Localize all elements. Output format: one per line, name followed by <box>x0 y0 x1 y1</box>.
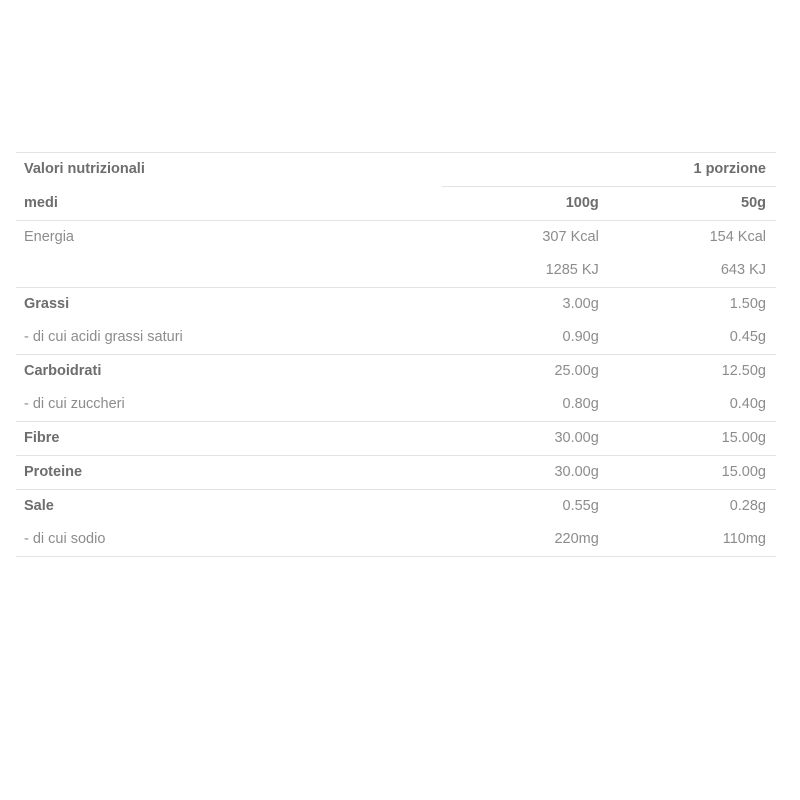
nutrition-table-container <box>16 152 776 557</box>
row-value-100g: 0.55g <box>562 498 599 514</box>
row-value-50g: 0.28g <box>729 498 766 514</box>
table-row <box>16 355 776 389</box>
row-value-100g: 0.90g <box>562 329 599 345</box>
table-row <box>16 321 776 355</box>
row-value-50g: 0.40g <box>729 396 766 412</box>
table-row <box>16 523 776 556</box>
table-row <box>16 288 776 322</box>
table-row <box>16 388 776 422</box>
row-value-50g: 110mg <box>722 531 766 547</box>
row-label: Sale <box>24 498 54 514</box>
row-value-50g: 1.50g <box>729 296 766 312</box>
row-value-50g: 154 Kcal <box>709 229 766 245</box>
row-label: - di cui zuccheri <box>24 396 125 412</box>
header-spacer <box>442 162 609 178</box>
table-body <box>16 153 776 556</box>
table-row <box>16 221 776 255</box>
row-label: Fibre <box>24 430 60 446</box>
column-header-100g: 100g <box>565 195 599 211</box>
row-value-50g: 15.00g <box>721 430 766 446</box>
table-row <box>16 422 776 456</box>
row-label: Grassi <box>24 296 70 312</box>
row-value-100g: 220mg <box>554 531 599 547</box>
row-value-50g: 0.45g <box>729 329 766 345</box>
row-value-100g: 25.00g <box>554 363 599 379</box>
row-value-100g: 3.00g <box>562 296 599 312</box>
row-value-100g: 0.80g <box>562 396 599 412</box>
row-label <box>16 263 442 279</box>
row-label: - di cui acidi grassi saturi <box>24 329 183 345</box>
table-title-line-1: Valori nutrizionali <box>24 161 145 177</box>
row-label: Proteine <box>24 464 83 480</box>
nutrition-facts-table <box>16 153 776 556</box>
row-label: Carboidrati <box>24 363 102 379</box>
row-value-100g: 1285 KJ <box>545 262 599 278</box>
table-header-row-2 <box>16 187 776 221</box>
row-value-50g: 15.00g <box>721 464 766 480</box>
row-value-100g: 30.00g <box>554 464 599 480</box>
table-row <box>16 456 776 490</box>
table-title-line-2: medi <box>24 195 58 211</box>
table-bottom-divider <box>16 556 776 557</box>
row-label: Energia <box>24 229 74 245</box>
row-label: - di cui sodio <box>24 531 106 547</box>
table-header-row-1 <box>16 153 776 187</box>
row-value-100g: 30.00g <box>554 430 599 446</box>
portion-label: 1 porzione <box>693 161 766 177</box>
table-row <box>16 490 776 524</box>
row-value-50g: 12.50g <box>721 363 766 379</box>
row-value-100g: 307 Kcal <box>542 229 599 245</box>
table-row <box>16 254 776 288</box>
column-header-50g: 50g <box>741 195 766 211</box>
row-value-50g: 643 KJ <box>720 262 766 278</box>
